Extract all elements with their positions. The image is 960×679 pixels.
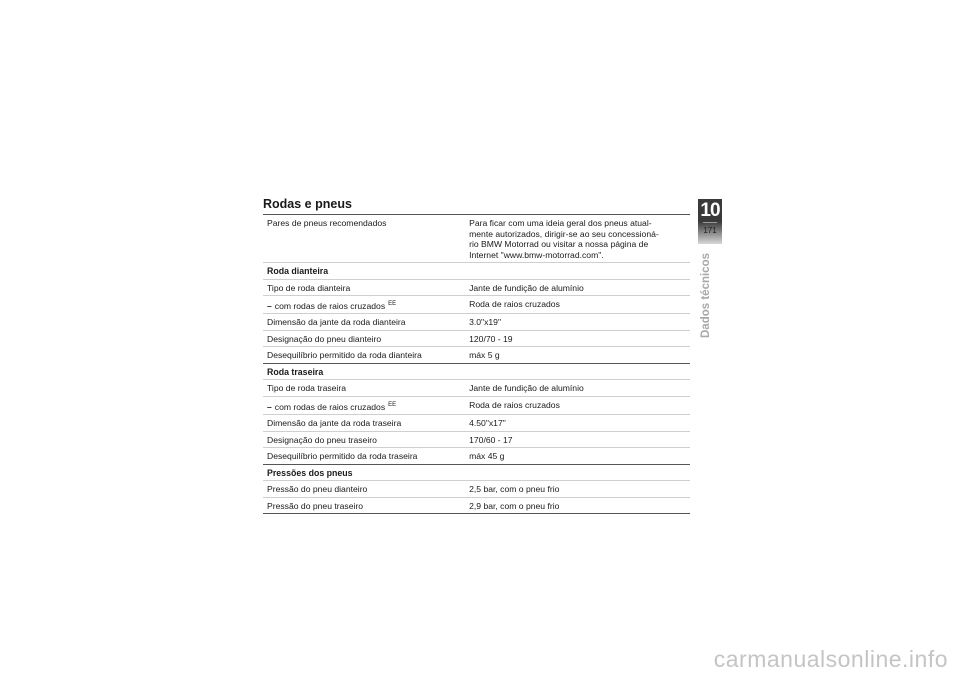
row-value: Roda de raios cruzados: [469, 299, 560, 309]
table-row: [263, 448, 690, 465]
table-row: [263, 331, 690, 348]
page-title: Rodas e pneus: [263, 197, 352, 211]
row-label: Desequilíbrio permitido da roda dianteira: [267, 350, 422, 361]
intro-line: Para ficar com uma ideia geral dos pneus atual-: [469, 218, 652, 228]
row-label: Desequilíbrio permitido da roda traseira: [267, 451, 418, 462]
dash-icon: –: [267, 300, 272, 311]
chapter-divider: [703, 222, 717, 223]
row-value: 120/70 - 19: [469, 333, 513, 344]
intro-line: Internet "www.bmw-motorrad.com".: [469, 249, 604, 260]
row-value: 2,9 bar, com o pneu frio: [469, 500, 560, 511]
page-number: 171: [703, 226, 717, 235]
section-heading-rear: Roda traseira: [263, 364, 690, 381]
table-row: [263, 347, 690, 364]
intro-line: rio BMW Motorrad ou visitar a nossa página de: [469, 239, 649, 249]
table-row: [263, 380, 690, 397]
option-code: EE: [388, 301, 397, 307]
intro-label: Pares de pneus recomendados: [267, 218, 387, 228]
row-label: Tipo de roda traseira: [267, 383, 346, 394]
section-heading-pressures: Pressões dos pneus: [263, 465, 690, 482]
intro-row: [263, 215, 690, 263]
row-label: [263, 296, 465, 313]
row-label: Dimensão da jante da roda dianteira: [267, 317, 406, 328]
table-row: [263, 432, 690, 449]
dash-icon: –: [267, 401, 272, 412]
specs-table: [263, 214, 690, 514]
table-row: [263, 415, 690, 432]
table-row: [263, 296, 690, 314]
table-row: [263, 498, 690, 515]
row-value: Jante de fundição de alumínio: [469, 282, 584, 293]
row-value: 170/60 - 17: [469, 434, 513, 445]
row-label-text: com rodas de raios cruzados: [274, 300, 386, 311]
row-label-text: com rodas de raios cruzados: [274, 401, 386, 412]
table-row: [263, 280, 690, 297]
table-row: [263, 314, 690, 331]
table-row: [263, 481, 690, 498]
intro-line: mente autorizados, dirigir-se ao seu concessioná-: [469, 228, 659, 239]
row-value: máx 5 g: [469, 350, 500, 361]
row-label: Dimensão da jante da roda traseira: [267, 418, 402, 429]
table-row: [263, 397, 690, 415]
section-heading-front: Roda dianteira: [263, 263, 690, 280]
watermark-text: carmanualsonline.info: [713, 646, 948, 672]
row-value: Jante de fundição de alumínio: [469, 383, 584, 394]
intro-value: [465, 215, 690, 262]
row-value: máx 45 g: [469, 451, 505, 462]
option-code: EE: [388, 401, 397, 408]
row-label: Designação do pneu traseiro: [267, 434, 377, 445]
chapter-number: 10: [700, 200, 720, 221]
row-value: 3.0"x19": [469, 317, 502, 328]
row-value: Roda de raios cruzados: [469, 399, 560, 410]
row-label: Pressão do pneu traseiro: [267, 500, 364, 511]
row-label: Pressão do pneu dianteiro: [267, 484, 368, 495]
row-label: [263, 397, 465, 414]
row-value: 4.50"x17": [469, 418, 506, 429]
row-label: Designação do pneu dianteiro: [267, 333, 382, 344]
row-value: 2,5 bar, com o pneu frio: [469, 484, 560, 495]
row-label: Tipo de roda dianteira: [267, 282, 351, 293]
chapter-side-label: Dados técnicos: [700, 253, 712, 338]
chapter-tab: [698, 199, 722, 244]
